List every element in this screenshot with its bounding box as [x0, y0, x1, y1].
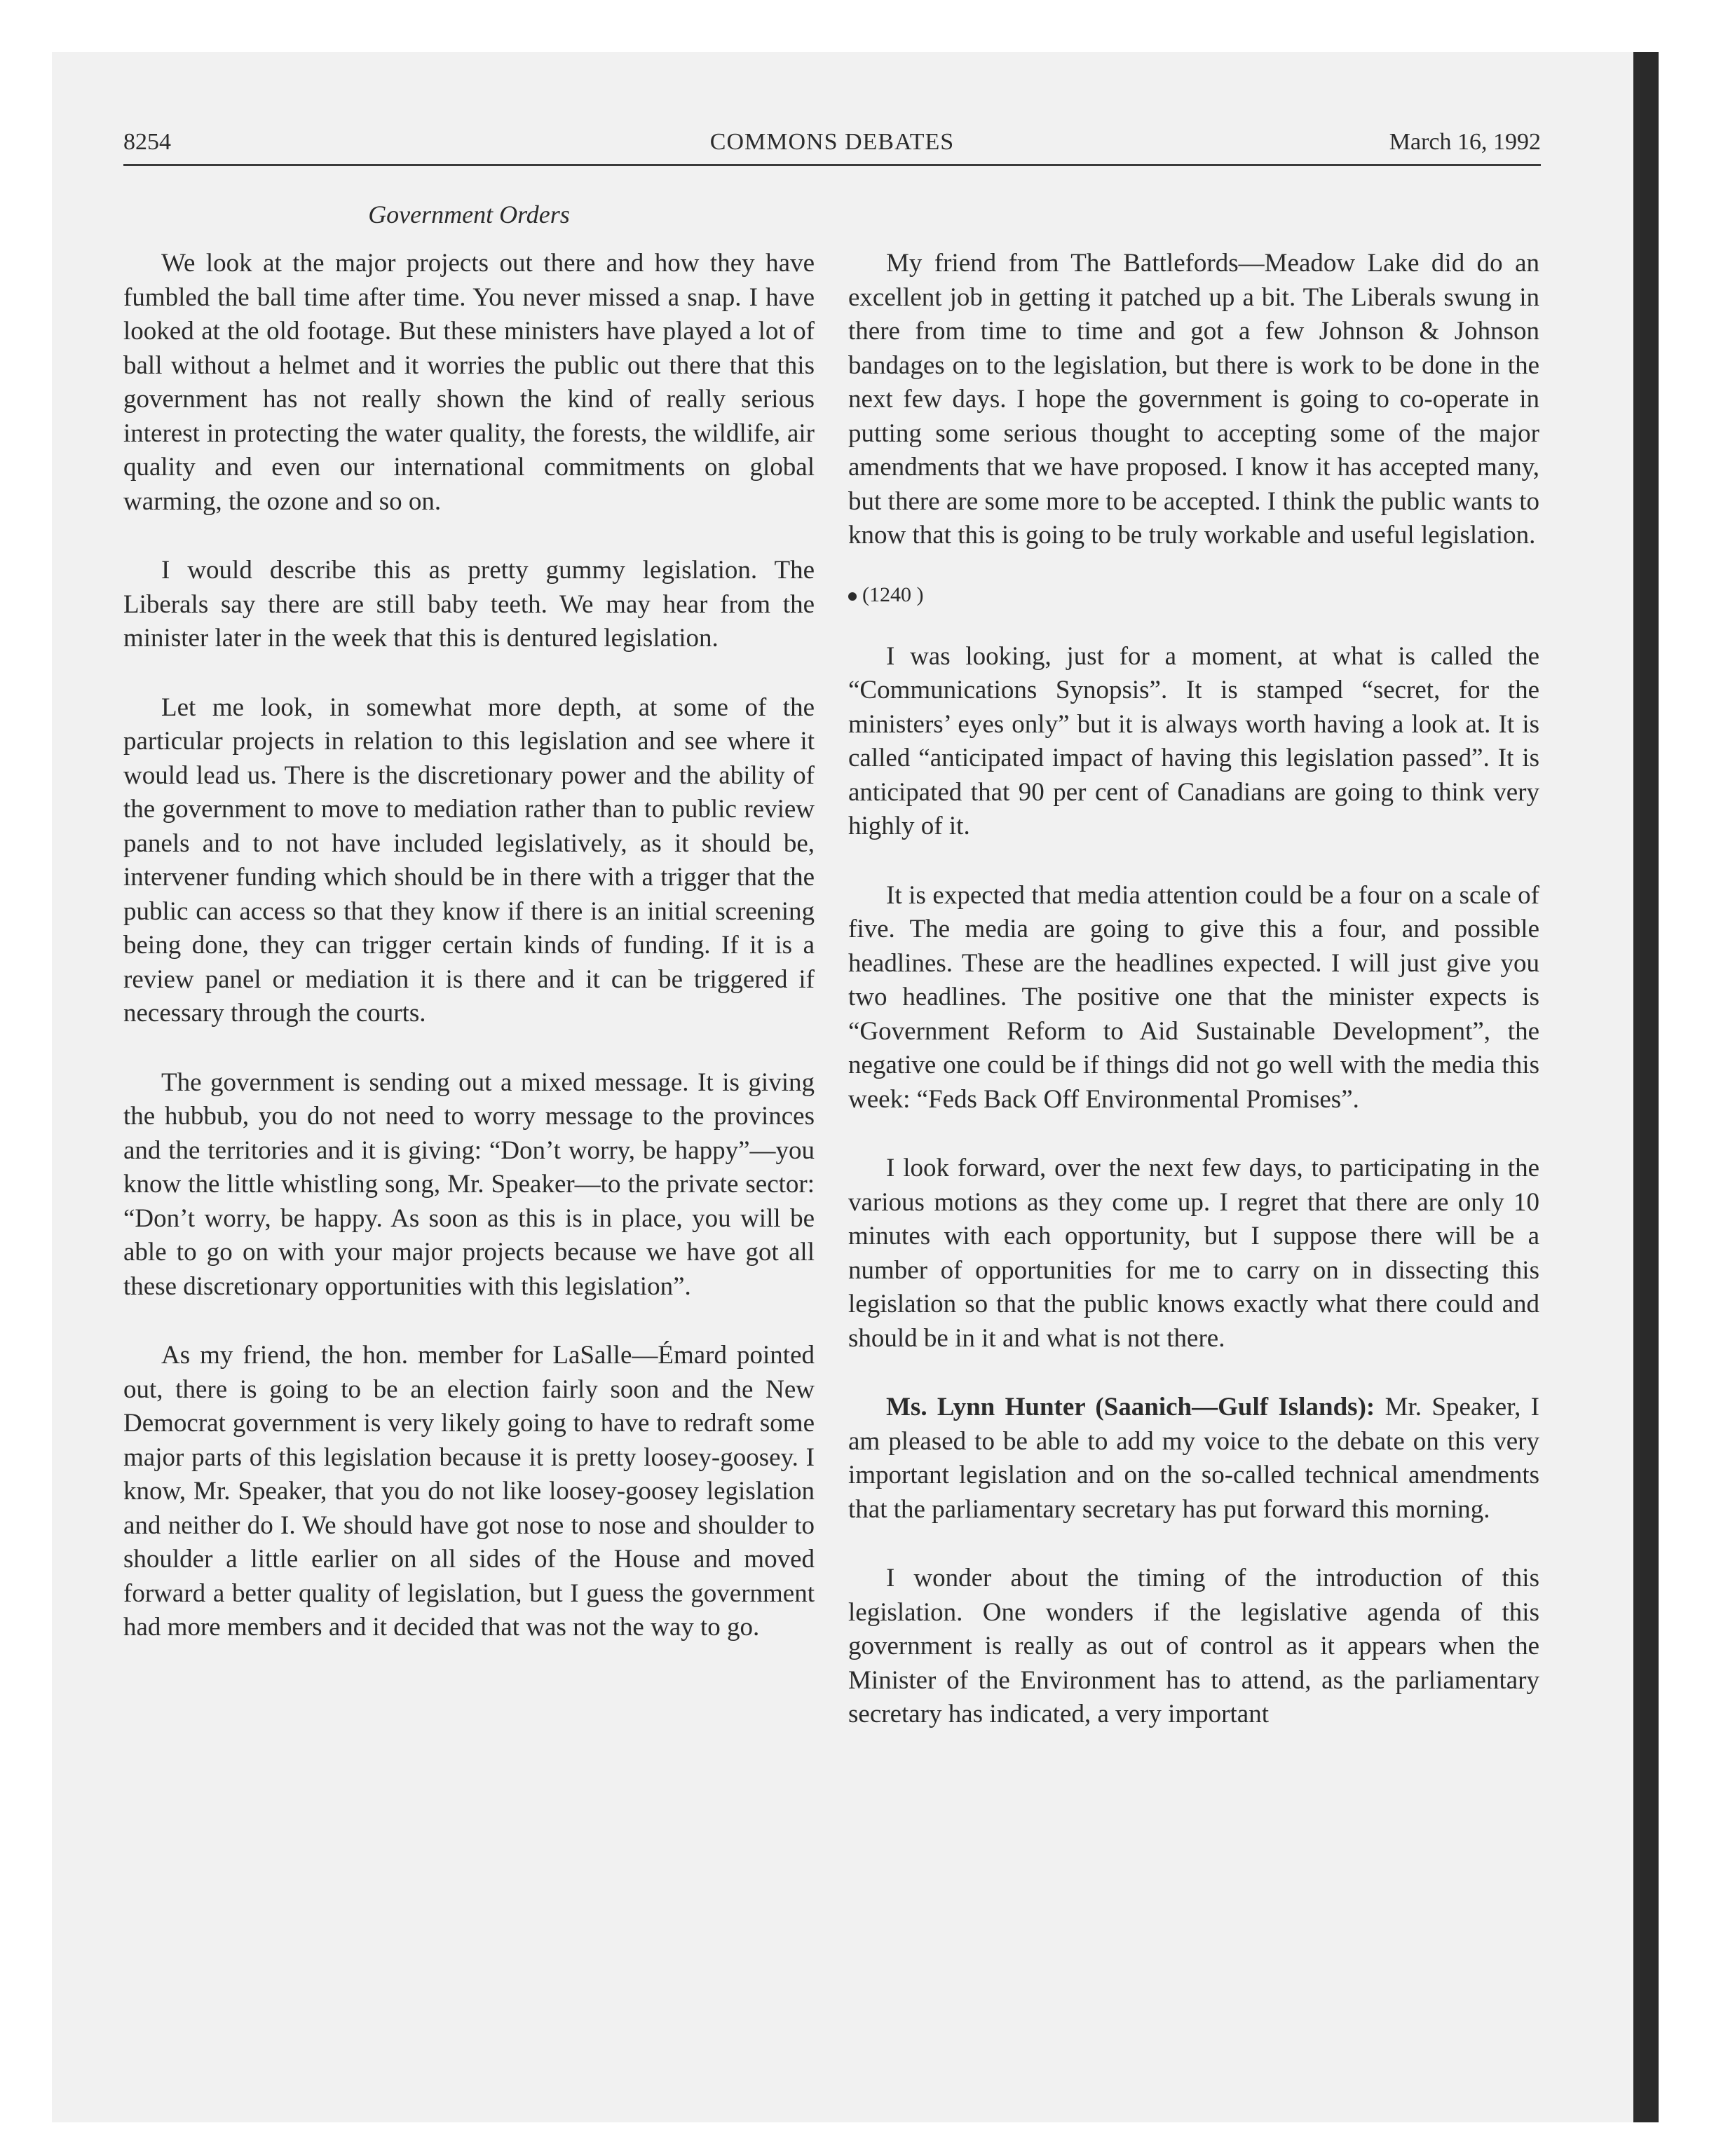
- paragraph: I look forward, over the next few days, to participating in the various motions as they come up. I regret that there are only 10 minutes with each opportunity, but I suppose there will be a number of opportunities for me to carry on in dissecting this legislation so that the public knows exactly what there could and should be in it and what is not there.: [848, 1154, 1539, 1353]
- paragraph: We look at the major projects out there and how they have fumbled the ball time after time. You never missed a snap. I have looked at the old footage. But these ministers have played a lot of ball without a helmet and it worries the public out there that this government has not really shown the kind of really serious interest in protecting the water quality, the forests, the wildlife, air quality and even our international commitments on global warming, the ozone and so on.: [123, 249, 815, 516]
- speaker-text: Mr. Speaker, I am pleased to be able to add my voice to the debate on this very important legislation and on the so-called technical amendments that the parliamentary secretary has put forward this morning.: [848, 1393, 1539, 1524]
- paragraph: I wonder about the timing of the introduction of this legislation. One wonders if the legislative agenda of this government is really as out of control as it appears when the Minister of the Environment has to attend, as the parliamentary secretary has indicated, a very important: [848, 1564, 1539, 1728]
- page-edge-shadow: [1633, 52, 1659, 2122]
- paragraph: My friend from The Battlefords—Meadow Lake did do an excellent job in getting it patched up a bit. The Liberals swung in there from time to time and got a few Johnson & Johnson bandages on to the legislation, but there is work to be done in the next few days. I hope the government is going to co-operate in putting some serious thought to accepting some of the major amendments that we have proposed. I know it has accepted many, but there are some more to be accepted. I think the public wants to know that this is going to be truly workable and useful legislation.: [848, 249, 1539, 550]
- bullet-icon: [848, 592, 857, 601]
- speaker-name: Ms. Lynn Hunter (Saanich—Gulf Islands):: [886, 1393, 1375, 1421]
- page-header: [123, 125, 1541, 160]
- speaker-paragraph: [848, 1391, 1539, 1527]
- paragraph: It is expected that media attention could be a four on a scale of five. The media are going to give this a four, and possible headlines. These are the headlines expected. I will just give you two headlines. The positive one that the minister expects is “Government Reform to Aid Sustainable Development”, the negative one could be if things did not go well with the media this week: “Feds Back Off Environmental Promises”.: [848, 880, 1539, 1114]
- time-marker-text: (1240 ): [862, 582, 924, 606]
- paragraph: As my friend, the hon. member for LaSalle—Émard pointed out, there is going to be an election fairly soon and the New Democrat government is very likely going to have to redraft some major parts of this legislation because it is pretty loosey-goosey. I know, Mr. Speaker, that you do not like loosey-goosey legislation and neither do I. We should have got nose to nose and shoulder to shoulder a little earlier on all sides of the House and moved forward a better quality of legislation, but I guess the government had more members and it decided that was not the way to go.: [123, 1341, 815, 1642]
- page-number: 8254: [123, 129, 171, 155]
- paragraph: I was looking, just for a moment, at what is called the “Communications Synopsis”. It is stamped “secret, for the ministers’ eyes only” but it is always worth having a look at. It is called “anticipated impact of having this legislation passed”. It is anticipated that 90 per cent of Canadians are going to think very highly of it.: [848, 641, 1539, 840]
- section-title: Government Orders: [368, 200, 570, 228]
- time-marker: [848, 581, 1539, 609]
- header-rule: [123, 164, 1541, 166]
- publication-date: March 16, 1992: [1389, 129, 1541, 155]
- right-column: [848, 247, 1539, 1732]
- paragraph: I would describe this as pretty gummy legislation. The Liberals say there are still baby teeth. We may hear from the minister later in the week that this is dentured legislation.: [123, 556, 815, 653]
- left-column: [123, 247, 815, 1645]
- publication-title: COMMONS DEBATES: [709, 129, 955, 155]
- paragraph: Let me look, in somewhat more depth, at some of the particular projects in relation to this legislation and see where it would lead us. There is the discretionary power and the ability of the government to move to mediation rather than to public review panels and to not have included legislatively, as it should be, intervener funding which should be in there with a trigger that the public can access so that they know if there is an initial screening being done, they can trigger certain kinds of funding. If it is a review panel or mediation it is there and it can be triggered if necessary through the courts.: [123, 692, 815, 1028]
- paragraph: The government is sending out a mixed message. It is giving the hubbub, you do not need to worry message to the provinces and the territories and it is giving: “Don’t worry, be happy”—you know the little whistling song, Mr. Speaker—to the private sector: “Don’t worry, be happy. As soon as this is in place, you will be able to go on with your major projects because we have got all these discretionary opportunities with this legislation”.: [123, 1067, 815, 1301]
